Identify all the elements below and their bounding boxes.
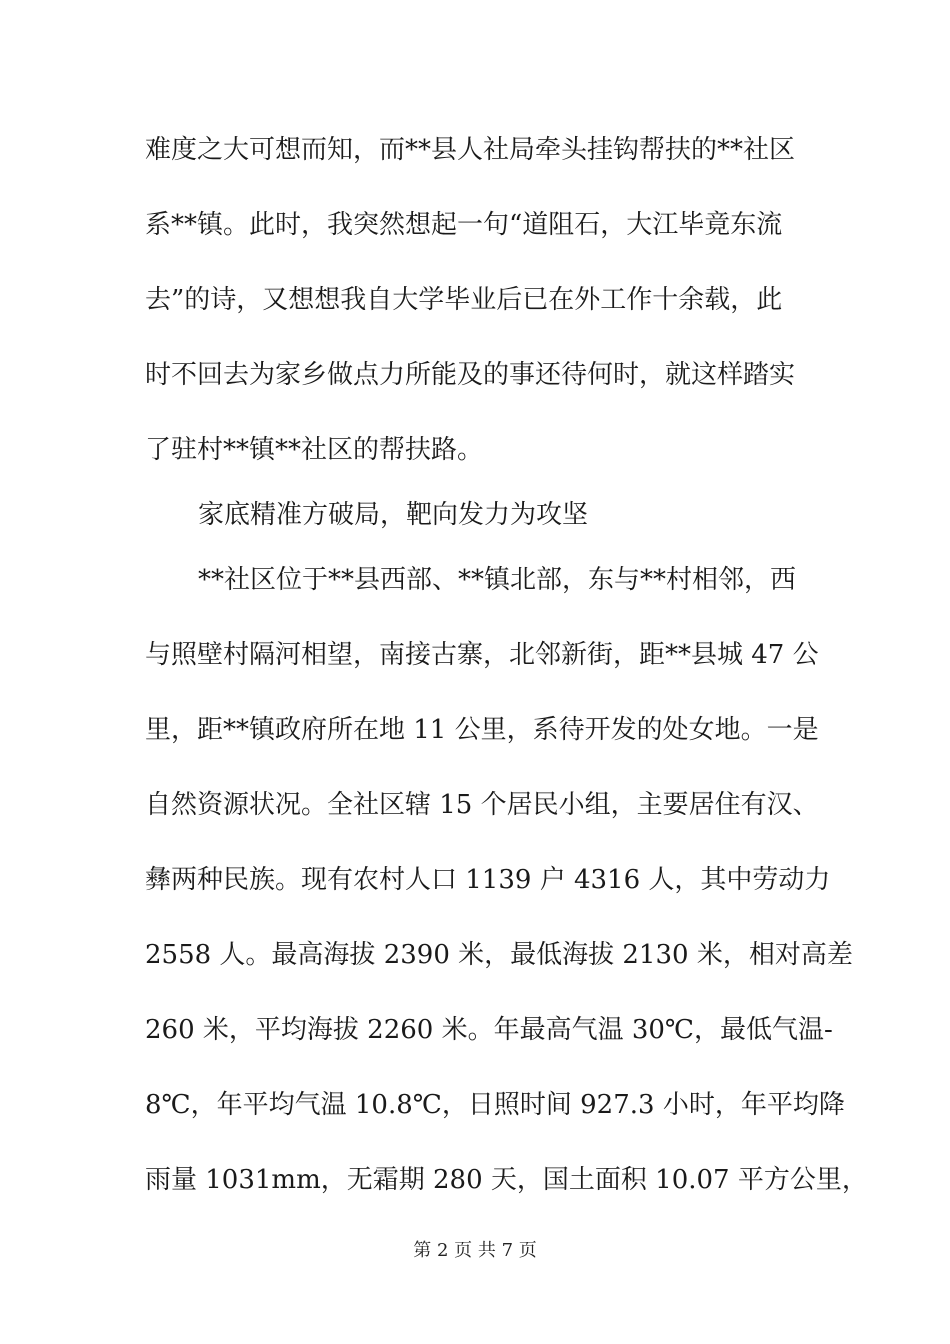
body-text-line: 去”的诗，又想想我自大学毕业后已在外工作十余载，此 [145, 285, 783, 315]
body-text-line: 彝两种民族。现有农村人口 1139 户 4316 人，其中劳动力 [145, 865, 831, 895]
body-text-line: 8℃，年平均气温 10.8℃，日照时间 927.3 小时，年平均降 [145, 1090, 845, 1120]
body-text-line: 难度之大可想而知，而**县人社局牵头挂钩帮扶的**社区 [145, 135, 796, 165]
page-footer: 第 2 页 共 7 页 [413, 1240, 537, 1261]
body-text-line: 雨量 1031mm，无霜期 280 天，国土面积 10.07 平方公里， [145, 1165, 868, 1195]
body-text-line: 2558 人。最高海拔 2390 米，最低海拔 2130 米，相对高差 [145, 940, 853, 970]
body-text-line: 里，距**镇政府所在地 11 公里，系待开发的处女地。一是 [145, 715, 819, 745]
body-text-line: 时不回去为家乡做点力所能及的事还待何时，就这样踏实 [145, 360, 796, 390]
body-text-line: 260 米，平均海拔 2260 米。年最高气温 30℃，最低气温- [145, 1015, 833, 1045]
body-text-line: 了驻村**镇**社区的帮扶路。 [145, 435, 484, 465]
body-text-line: **社区位于**县西部、**镇北部，东与**村相邻，西 [198, 565, 797, 595]
body-text-line: 系**镇。此时，我突然想起一句“道阻石，大江毕竟东流 [145, 210, 783, 240]
section-heading: 家底精准方破局，靶向发力为攻坚 [198, 500, 589, 530]
body-text-line: 自然资源状况。全社区辖 15 个居民小组，主要居住有汉、 [145, 790, 819, 820]
body-text-line: 与照壁村隔河相望，南接古寨，北邻新街，距**县城 47 公 [145, 640, 819, 670]
